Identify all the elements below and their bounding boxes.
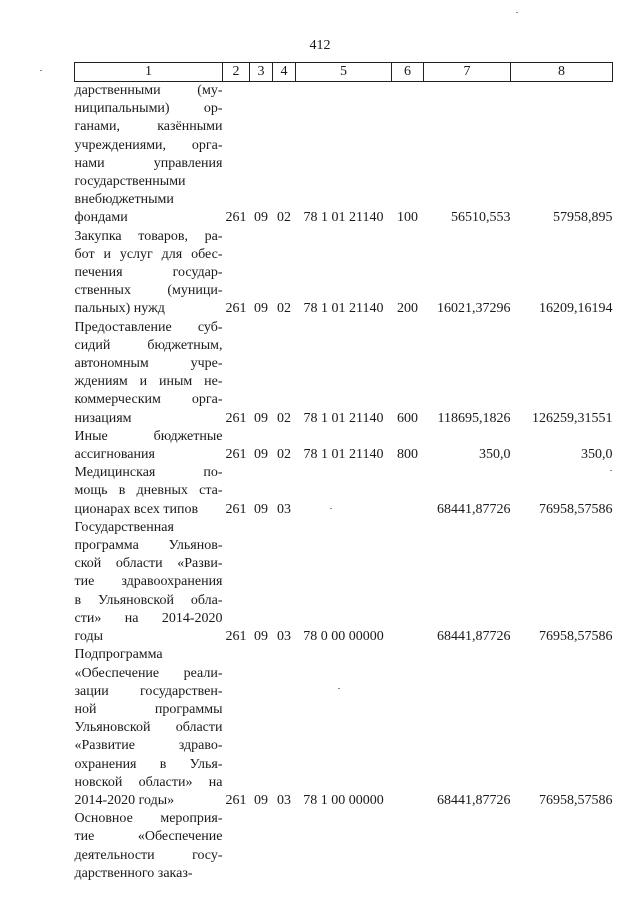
budget-table xyxy=(74,62,613,883)
table-row xyxy=(75,519,613,646)
row-name-line: Государственная xyxy=(74,519,174,535)
row-name-line: ассигнования xyxy=(74,447,155,463)
row-name-line: Предоставление суб- xyxy=(74,319,223,335)
row-name-line: «Развитие здраво- xyxy=(74,738,223,754)
scan-speck xyxy=(330,508,332,509)
row-name-line: деятельности госу- xyxy=(74,847,223,863)
row-name-line: Подпрограмма xyxy=(74,647,163,663)
table-row xyxy=(75,810,613,883)
row-name-line: тие «Обеспечение xyxy=(74,829,223,845)
amount-year-1-cell: 68441,87726 xyxy=(437,629,511,645)
code-expense-type-cell: 600 xyxy=(397,410,418,426)
code-section-cell: 09 xyxy=(254,301,268,317)
header-col-1: 1 xyxy=(75,63,223,82)
code-section-cell: 09 xyxy=(254,210,268,226)
row-name-line: коммерческим орга- xyxy=(74,392,223,408)
code-subsection-cell: 03 xyxy=(277,501,291,517)
code-admin-cell xyxy=(223,810,250,883)
amount-year-2-cell: 16209,16194 xyxy=(539,301,613,317)
amount-year-1-cell: 68441,87726 xyxy=(437,792,511,808)
code-expense-type-cell: 200 xyxy=(397,301,418,317)
row-name-line: дарственными (му- xyxy=(74,83,223,98)
code-target-article-cell: 78 1 01 21140 xyxy=(303,301,384,317)
row-name-line: печения государ- xyxy=(74,265,223,281)
page-number: 412 xyxy=(309,38,331,53)
row-name-cell xyxy=(75,228,223,319)
table-header-row xyxy=(75,63,613,82)
row-name-line: ственных (муници- xyxy=(74,283,223,299)
row-name-line: государственными xyxy=(74,174,186,190)
row-name-line: ждениям и иным не- xyxy=(74,374,223,390)
row-name-line: тие здравоохранения xyxy=(74,574,223,590)
code-target-article-cell: 78 1 01 21140 xyxy=(303,447,384,463)
code-expense-type-cell xyxy=(392,464,424,519)
code-section-cell: 09 xyxy=(254,629,268,645)
row-name-line: зации государствен- xyxy=(74,683,223,699)
row-name-line: в Ульяновской обла- xyxy=(74,592,223,608)
header-col-2: 2 xyxy=(223,63,250,82)
code-expense-type-cell: 100 xyxy=(397,210,418,226)
code-subsection-cell: 02 xyxy=(277,210,291,226)
row-name-line: охранения в Улья- xyxy=(74,756,223,772)
row-name-cell xyxy=(75,646,223,810)
row-name-line: ционарах всех типов xyxy=(74,501,199,517)
amount-year-2-cell: 76958,57586 xyxy=(539,792,613,808)
code-subsection-cell: 03 xyxy=(277,792,291,808)
scan-speck xyxy=(610,470,612,471)
row-name-line: внебюджетными xyxy=(74,192,174,208)
header-col-7: 7 xyxy=(424,63,511,82)
amount-year-1-cell: 68441,87726 xyxy=(437,501,511,517)
header-col-4: 4 xyxy=(273,63,296,82)
code-section-cell: 09 xyxy=(254,501,268,517)
amount-year-1-cell: 56510,553 xyxy=(451,210,511,226)
code-target-article-cell: 78 1 01 21140 xyxy=(303,210,384,226)
amount-year-1-cell: 118695,1826 xyxy=(437,410,511,426)
row-name-line: годы xyxy=(74,629,104,645)
scan-speck xyxy=(40,70,42,71)
header-col-3: 3 xyxy=(250,63,273,82)
code-target-article-cell xyxy=(296,464,392,519)
code-admin-cell: 261 xyxy=(225,447,247,463)
code-expense-type-cell xyxy=(392,810,424,883)
scan-speck xyxy=(338,688,340,689)
row-name-line: Закупка товаров, ра- xyxy=(74,228,223,244)
code-target-article-cell: 78 1 01 21140 xyxy=(303,410,384,426)
table-row xyxy=(75,428,613,464)
table-row xyxy=(75,319,613,428)
table-row xyxy=(75,82,613,228)
scan-speck xyxy=(516,12,518,13)
row-name-line: учреждениями, орга- xyxy=(74,137,223,153)
code-admin-cell: 261 xyxy=(225,301,247,317)
row-name-line: «Обеспечение реали- xyxy=(74,665,223,681)
row-name-line: Иные бюджетные xyxy=(74,428,223,444)
code-admin-cell: 261 xyxy=(225,792,247,808)
row-name-line: фондами xyxy=(74,210,128,226)
row-name-line: 2014-2020 годы» xyxy=(74,792,175,808)
row-name-line: сти» на 2014-2020 xyxy=(74,610,223,626)
row-name-line: сидий бюджетным, xyxy=(74,337,223,353)
amount-year-1-cell: 350,0 xyxy=(479,447,511,463)
amount-year-1-cell xyxy=(424,810,511,883)
amount-year-2-cell xyxy=(511,810,613,883)
row-name-cell xyxy=(75,428,223,464)
table-row xyxy=(75,646,613,810)
code-target-article-cell: 78 0 00 00000 xyxy=(303,629,384,645)
code-subsection-cell: 02 xyxy=(277,301,291,317)
amount-year-2-cell: 76958,57586 xyxy=(539,501,613,517)
row-name-line: автономным учре- xyxy=(74,356,223,372)
code-admin-cell: 261 xyxy=(225,210,247,226)
table-row xyxy=(75,464,613,519)
code-target-article-cell: 78 1 00 00000 xyxy=(303,792,384,808)
code-section-cell xyxy=(250,810,273,883)
row-name-line: низациям xyxy=(74,410,132,426)
row-name-line: Основное мероприя- xyxy=(74,811,223,827)
row-name-line: Медицинская по- xyxy=(74,465,223,481)
code-subsection-cell xyxy=(273,810,296,883)
row-name-line: Ульяновской области xyxy=(74,720,223,736)
table-row xyxy=(75,228,613,319)
amount-year-1-cell: 16021,37296 xyxy=(437,301,511,317)
code-target-article-cell xyxy=(296,810,392,883)
header-col-6: 6 xyxy=(392,63,424,82)
amount-year-2-cell: 126259,31551 xyxy=(532,410,613,426)
row-name-line: ской области «Разви- xyxy=(74,556,223,572)
row-name-line: новской области» на xyxy=(74,774,223,790)
code-subsection-cell: 02 xyxy=(277,447,291,463)
amount-year-2-cell: 57958,895 xyxy=(553,210,613,226)
row-name-cell xyxy=(75,519,223,646)
code-expense-type-cell xyxy=(392,646,424,810)
amount-year-2-cell: 350,0 xyxy=(581,447,613,463)
header-col-5: 5 xyxy=(296,63,392,82)
header-col-8: 8 xyxy=(511,63,613,82)
row-name-cell xyxy=(75,319,223,428)
row-name-cell xyxy=(75,810,223,883)
row-name-line: пальных) нужд xyxy=(74,301,165,317)
row-name-line: нами управления xyxy=(74,155,223,171)
code-admin-cell: 261 xyxy=(225,410,247,426)
row-name-line: программа Ульянов- xyxy=(74,538,223,554)
code-subsection-cell: 02 xyxy=(277,410,291,426)
row-name-cell xyxy=(75,464,223,519)
row-name-line: мощь в дневных ста- xyxy=(74,483,223,499)
code-expense-type-cell xyxy=(392,519,424,646)
code-section-cell: 09 xyxy=(254,410,268,426)
row-name-line: ной программы xyxy=(74,701,223,717)
row-name-line: ниципальными) ор- xyxy=(74,101,223,117)
amount-year-2-cell: 76958,57586 xyxy=(539,629,613,645)
row-name-line: дарственного заказ- xyxy=(74,865,193,881)
code-section-cell: 09 xyxy=(254,792,268,808)
code-section-cell: 09 xyxy=(254,447,268,463)
code-admin-cell: 261 xyxy=(225,629,247,645)
row-name-line: бот и услуг для обес- xyxy=(74,246,223,262)
code-admin-cell: 261 xyxy=(225,501,247,517)
row-name-cell xyxy=(75,82,223,228)
row-name-line: ганами, казёнными xyxy=(74,119,223,135)
code-subsection-cell: 03 xyxy=(277,629,291,645)
code-expense-type-cell: 800 xyxy=(397,447,418,463)
